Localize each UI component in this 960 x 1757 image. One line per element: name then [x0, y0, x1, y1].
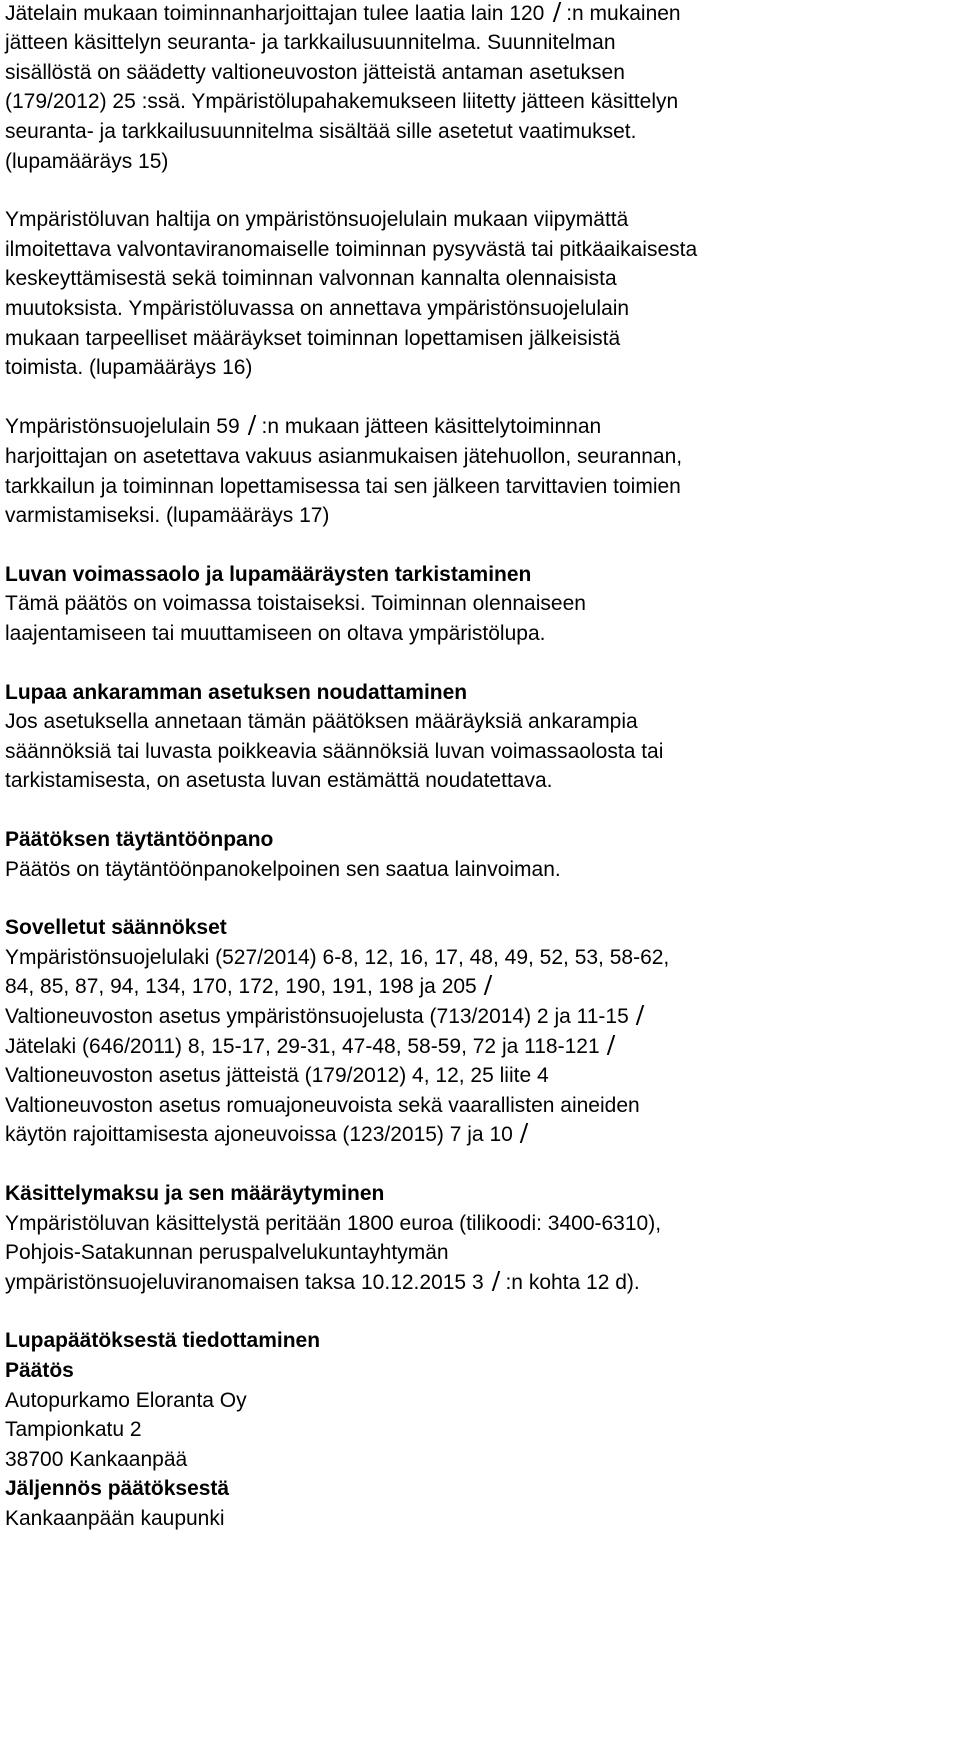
body-text-line: Tämä päätös on voimassa toistaiseksi. Toiminnan olennaiseen — [5, 592, 586, 615]
text-fragment: (lupamääräys 15) — [5, 150, 169, 173]
body-text-line — [5, 1003, 647, 1031]
section-sign-icon — [481, 974, 495, 996]
section-heading-validity: Luvan voimassaolo ja lupamääräysten tarkistaminen — [5, 563, 532, 586]
body-text-line: ympäristönsuojeluviranomaisen taksa 10.12.2015 3 :n kohta 12 d). — [5, 1271, 640, 1294]
text-fragment: (179/2012) 25 :ssä. Ympäristölupahakemukseen liitetty jätteen käsittelyn — [5, 90, 679, 113]
section-sign-icon — [489, 1270, 503, 1292]
section-heading-enforcement: Päätöksen täytäntöönpano — [5, 828, 274, 851]
text-fragment: ilmoitettava valvontaviranomaiselle toiminnan pysyvästä tai pitkäaikaisesta — [5, 238, 698, 261]
body-text-line: Valtioneuvoston asetus jätteistä (179/2012) 4, 12, 25 liite 4 — [5, 1064, 549, 1087]
body-text-line — [5, 1121, 531, 1149]
section-heading-notification: Lupapäätöksestä tiedottaminen — [5, 1329, 321, 1352]
body-text-line: Jos asetuksella annetaan tämän päätöksen määräyksiä ankarampia — [5, 710, 638, 733]
text-fragment: tarkkailun ja toiminnan lopettamisessa tai sen jälkeen tarvittavien toimien — [5, 475, 681, 498]
body-text-line: Ympäristöluvan käsittelystä peritään 1800 euroa (tilikoodi: 3400-6310), — [5, 1212, 662, 1235]
body-text-line — [5, 88, 678, 116]
text-fragment: käytön rajoittamisesta ajoneuvoissa (123/2015) 7 ja 10 — [5, 1123, 513, 1146]
recipient-line: Kankaanpään kaupunki — [5, 1507, 225, 1530]
body-text-line — [5, 295, 629, 323]
body-text-line: tarkistamisesta, on asetusta luvan estämättä noudatettava. — [5, 769, 553, 792]
body-text-line — [5, 118, 636, 146]
recipient-line: Autopurkamo Eloranta Oy — [5, 1389, 247, 1412]
body-text-line — [5, 148, 168, 176]
body-text-line — [5, 354, 252, 382]
section-sign-icon — [633, 1004, 647, 1026]
text-fragment: Ympäristönsuojelulain 59 :n mukaan jätteen käsittelytoiminnan — [5, 415, 602, 438]
section-heading-stricter-regulation: Lupaa ankaramman asetuksen noudattaminen — [5, 681, 468, 704]
body-text-line: laajentamiseen tai muuttamiseen on oltava ympäristölupa. — [5, 622, 546, 645]
section-sign-icon — [550, 1, 564, 23]
text-fragment: jätteen käsittelyn seuranta- ja tarkkailusuunnitelma. Suunnitelman — [5, 31, 616, 54]
section-heading-applied-provisions: Sovelletut säännökset — [5, 916, 227, 939]
text-fragment: varmistamiseksi. (lupamääräys 17) — [5, 504, 330, 527]
text-fragment: seuranta- ja tarkkailusuunnitelma sisältää sille asetetut vaatimukset. — [5, 120, 637, 143]
subheading-copy: Jäljennös päätöksestä — [5, 1477, 230, 1500]
text-fragment: mukaan tarpeelliset määräykset toiminnan lopettamisen jälkeisistä — [5, 327, 621, 350]
text-fragment: sisällöstä on säädetty valtioneuvoston jätteistä antaman asetuksen — [5, 61, 625, 84]
body-text-line — [5, 206, 628, 234]
body-text-line — [5, 473, 681, 501]
section-heading-processing-fee: Käsittelymaksu ja sen määräytyminen — [5, 1182, 385, 1205]
body-text-line — [5, 0, 681, 28]
body-text-line: säännöksiä tai luvasta poikkeavia säännöksiä luvan voimassaolosta tai — [5, 740, 664, 763]
text-fragment: muutoksista. Ympäristöluvassa on annettava ympäristönsuojelulain — [5, 297, 630, 320]
recipient-line: 38700 Kankaanpää — [5, 1448, 188, 1471]
body-text-line — [5, 1033, 618, 1061]
section-sign-icon — [245, 414, 259, 436]
text-fragment: Jätelain mukaan toiminnanharjoittajan tulee laatia lain 120 :n mukainen — [5, 2, 681, 25]
body-text-line: Valtioneuvoston asetus romuajoneuvoista sekä vaarallisten aineiden — [5, 1094, 640, 1117]
body-text-line: Pohjois-Satakunnan peruspalvelukuntayhtymän — [5, 1241, 449, 1264]
section-sign-icon — [517, 1122, 531, 1144]
text-fragment: 84, 85, 87, 94, 134, 170, 172, 190, 191, 198 ja 205 — [5, 975, 477, 998]
body-text-line — [5, 413, 601, 441]
body-text-line — [5, 236, 697, 264]
body-text-line — [5, 443, 682, 471]
text-fragment: harjoittajan on asetettava vakuus asianmukaisen jätehuollon, seurannan, — [5, 445, 683, 468]
body-text-line — [5, 265, 617, 293]
text-fragment: keskeyttämisestä sekä toiminnan valvonnan kannalta olennaisista — [5, 267, 617, 290]
section-sign-icon — [604, 1034, 618, 1056]
body-text-line — [5, 973, 495, 1001]
body-text-line — [5, 502, 329, 530]
body-text-line — [5, 29, 616, 57]
body-text-line: Ympäristönsuojelulaki (527/2014) 6-8, 12, 16, 17, 48, 49, 52, 53, 58-62, — [5, 946, 670, 969]
text-fragment: Jätelaki (646/2011) 8, 15-17, 29-31, 47-48, 58-59, 72 ja 118-121 — [5, 1035, 600, 1058]
recipient-line: Tampionkatu 2 — [5, 1418, 142, 1441]
subheading-decision: Päätös — [5, 1359, 74, 1382]
text-fragment: toimista. (lupamääräys 16) — [5, 356, 253, 379]
text-fragment: Ympäristöluvan haltija on ympäristönsuojelulain mukaan viipymättä — [5, 208, 629, 231]
body-text-line: Päätös on täytäntöönpanokelpoinen sen saatua lainvoiman. — [5, 858, 561, 881]
body-text-line — [5, 59, 625, 87]
body-text-line — [5, 325, 620, 353]
text-fragment: Valtioneuvoston asetus ympäristönsuojelusta (713/2014) 2 ja 11-15 — [5, 1005, 629, 1028]
